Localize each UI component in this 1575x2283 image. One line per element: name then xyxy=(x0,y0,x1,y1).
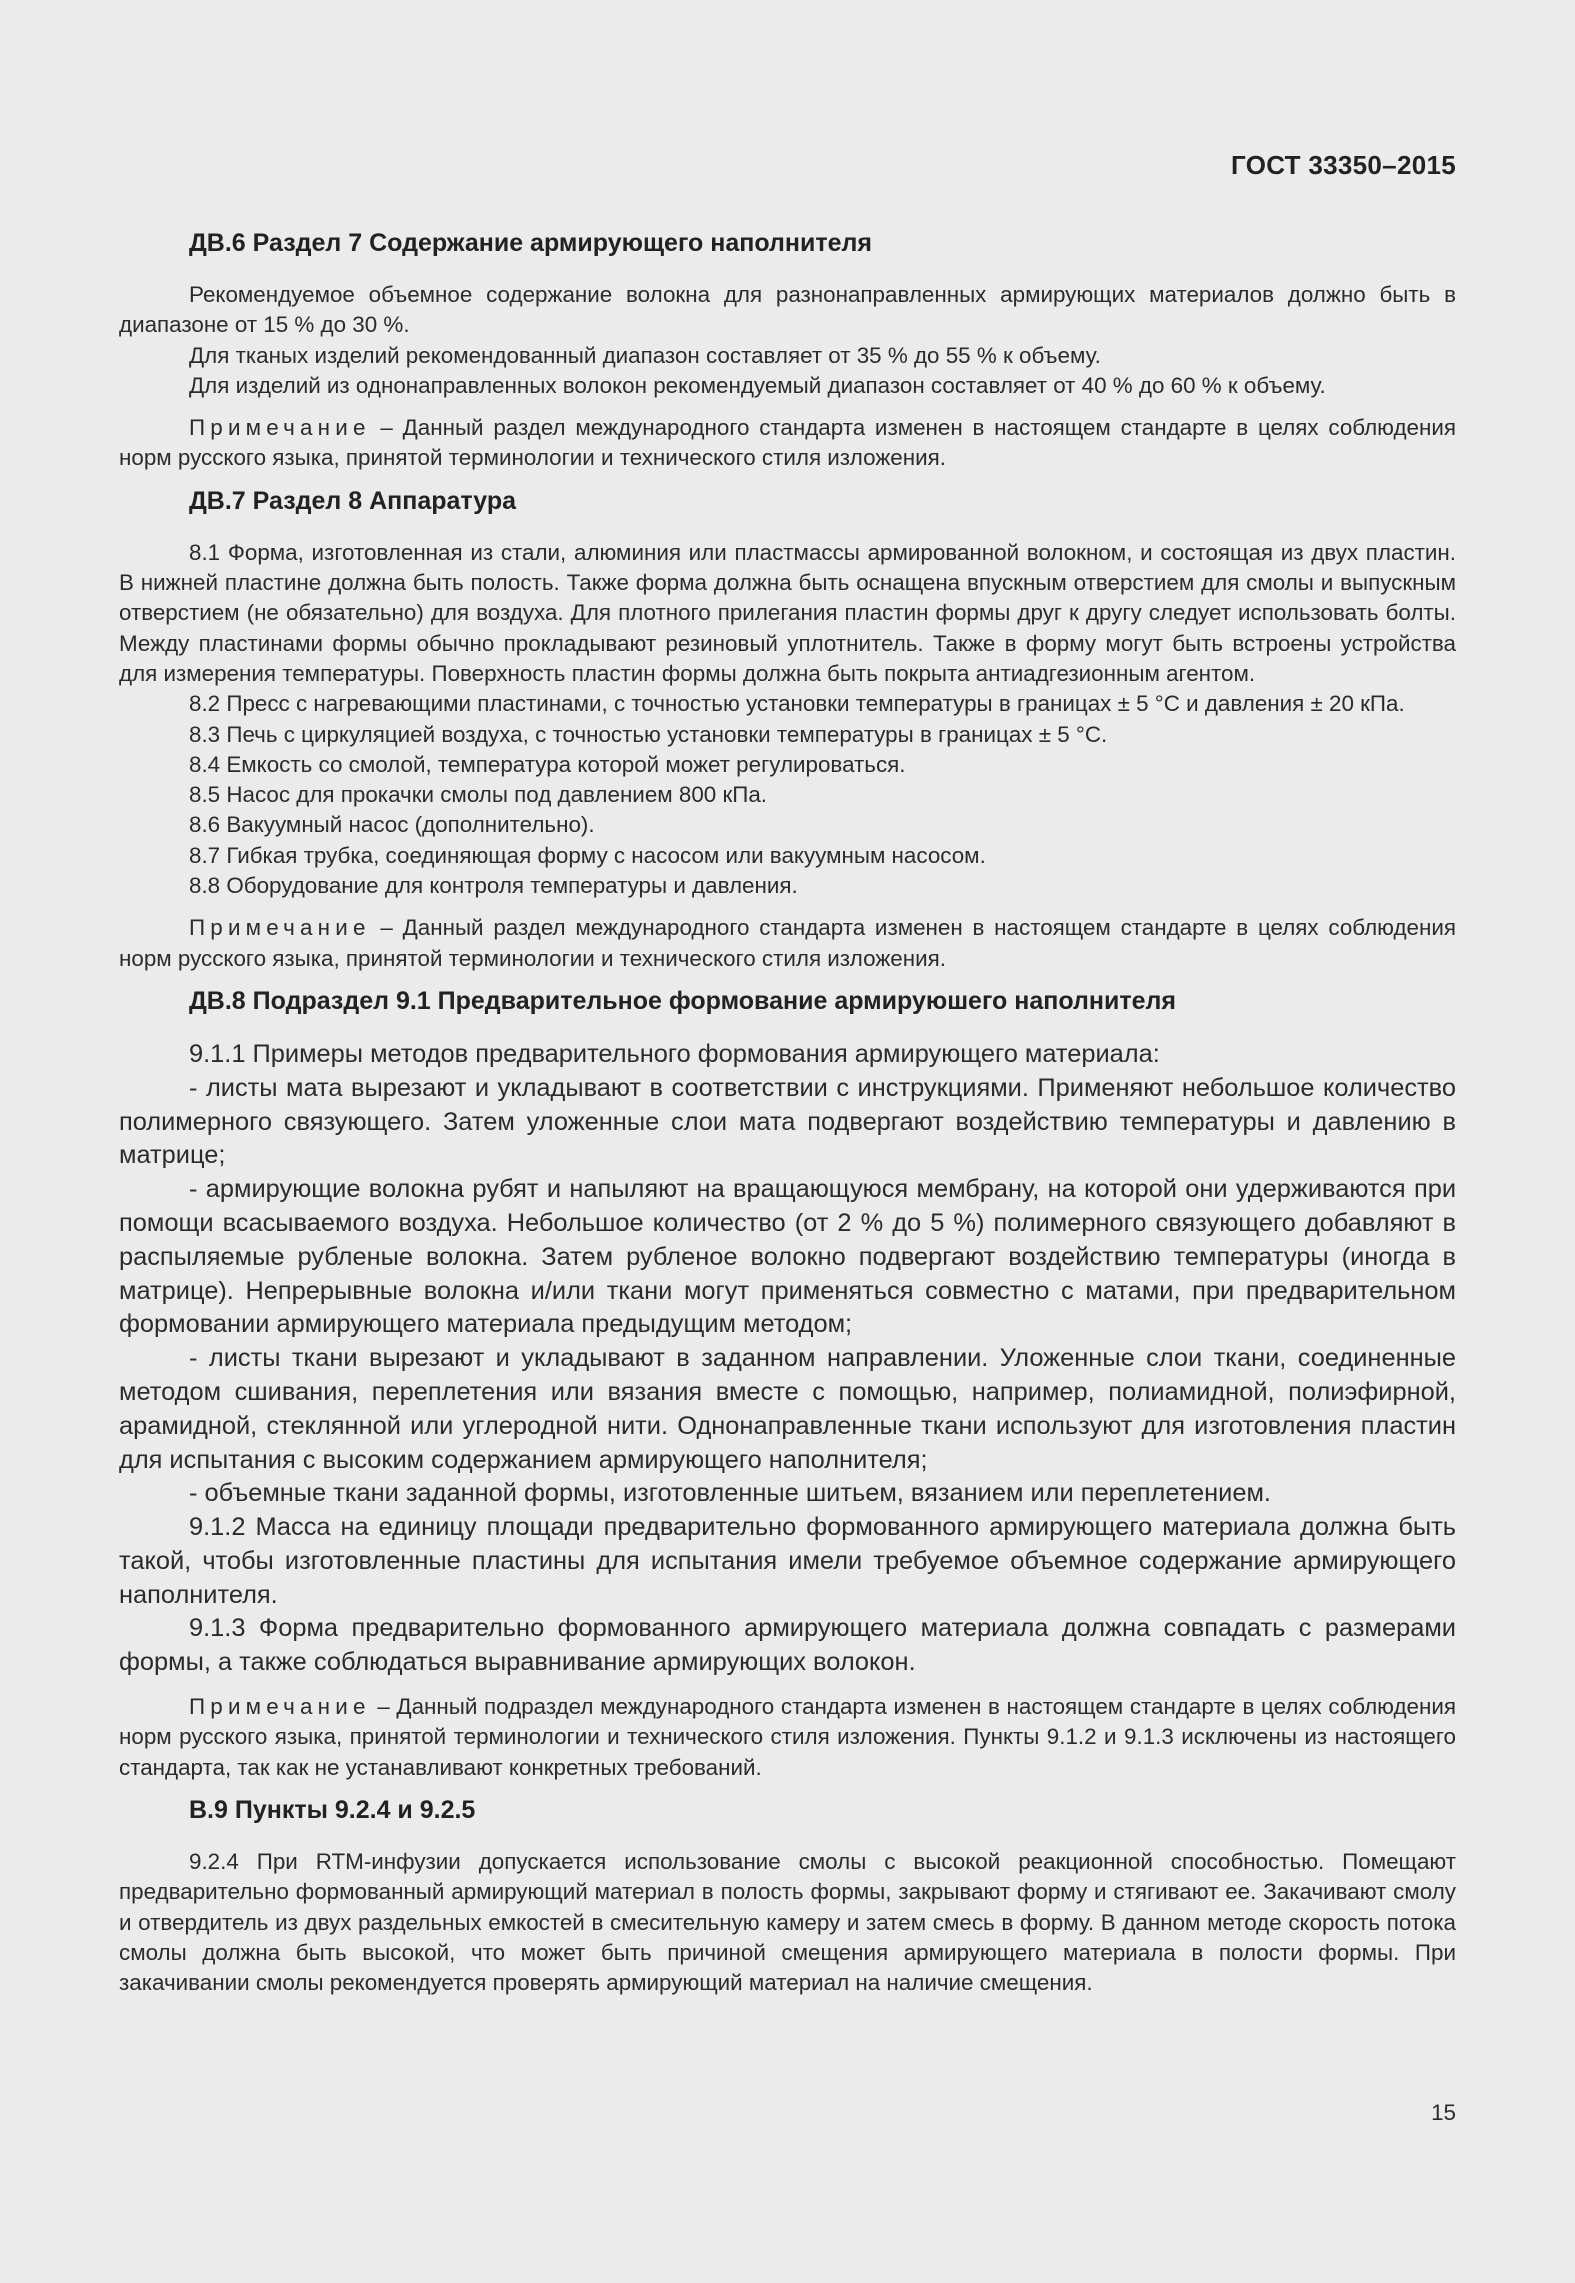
paragraph: 8.4 Емкость со смолой, температура которой может регулироваться. xyxy=(189,751,906,777)
note-text: – Данный раздел международного стандарта изменен в настоящем стандарте в целях соблюдения норм русского языка, принятой терминологии и технического стиля изложения. xyxy=(119,915,1456,971)
paragraph: 9.1.3 Форма предварительно формованного армирующего материала должна совпадать с размерами формы, а также соблюдаться выравнивание армирующих волокон. xyxy=(119,1614,1456,1677)
section-title: ДВ.8 Подраздел 9.1 Предварительное формование армируюшего наполнителя xyxy=(189,986,1176,1015)
paragraph: Рекомендуемое объемное содержание волокна для разнонаправленных армирующих материалов должно быть в диапазоне от 15 % до 30 %. xyxy=(119,282,1456,338)
section-dv6 xyxy=(119,228,1456,474)
paragraph: Для тканых изделий рекомендованный диапазон составляет от 35 % до 55 % к объему. xyxy=(189,342,1101,368)
section-dv8 xyxy=(119,986,1456,1783)
note-label: Примечание xyxy=(189,415,371,441)
note xyxy=(119,913,1456,974)
paragraph: 8.6 Вакуумный насос (дополнительно). xyxy=(189,812,595,838)
document-body xyxy=(119,228,1456,1998)
note-label: Примечание xyxy=(189,915,371,941)
note xyxy=(119,1692,1456,1783)
note-text: – Данный подраздел международного стандарта изменен в настоящем стандарте в целях соблюдения норм русского языка, принятой терминологии и технического стиля изложения. Пункты 9.1.2 и 9.1.3 исключены из настоящего стандарта, так как не устанавливают конкретных требований. xyxy=(119,1694,1456,1780)
note xyxy=(119,413,1456,474)
note-text: – Данный раздел международного стандарта изменен в настоящем стандарте в целях соблюдения норм русского языка, принятой терминологии и технического стиля изложения. xyxy=(119,415,1456,471)
document-code: ГОСТ 33350–2015 xyxy=(1231,150,1456,180)
paragraph: 8.5 Насос для прокачки смолы под давлением 800 кПа. xyxy=(189,782,768,808)
paragraph: - листы мата вырезают и укладывают в соответствии с инструкциями. Применяют небольшое количество полимерного связующего. Затем уложенные слои мата подвергают воздействию температуры и давлению в матрице; xyxy=(119,1073,1456,1170)
paragraph: 8.2 Пресс с нагревающими пластинами, с точностью установки температуры в границах ± 5 °С и давления ± 20 кПа. xyxy=(189,691,1405,717)
paragraph: - листы ткани вырезают и укладывают в заданном направлении. Уложенные слои ткани, соединенные методом сшивания, переплетения или вязания вместе с помощью, например, полиамидной, полиэфирной, арамидной, стеклянной или углеродной нити. Однонаправленные ткани используют для изготовления пластин для испытания с высоким содержанием армирующего наполнителя; xyxy=(119,1344,1456,1474)
section-v9 xyxy=(119,1795,1456,1998)
paragraph: Для изделий из однонаправленных волокон рекомендуемый диапазон составляет от 40 % до 60 % к объему. xyxy=(189,372,1326,398)
paragraph: - армирующие волокна рубят и напыляют на вращающуюся мембрану, на которой они удерживаются при помощи всасываемого воздуха. Небольшое количество (от 2 % до 5 %) полимерного связующего добавляют в распыляемые рубленые волокна. Затем рубленое волокно подвергают воздействию температуры (иногда в матрице). Непрерывные волокна и/или ткани могут применяться совместно с матами, при предварительном формовании армирующего материала предыдущим методом; xyxy=(119,1175,1456,1339)
section-title: В.9 Пункты 9.2.4 и 9.2.5 xyxy=(189,1795,476,1824)
paragraph: 9.2.4 При RTM-инфузии допускается использование смолы с высокой реакционной способностью. Помещают предварительно формованный армирующий материал в полость формы, закрывают форму и стягивают ее. Закачивают смолу и отвердитель из двух раздельных емкостей в смесительную камеру и затем смесь в форму. В данном методе скорость потока смолы должна быть высокой, что может быть причиной смещения армирующего материала в полости формы. При закачивании смолы рекомендуется проверять армирующий материал на наличие смещения. xyxy=(119,1848,1456,1996)
page-number: 15 xyxy=(1431,2100,1456,2125)
paragraph: 9.1.1 Примеры методов предварительного формования армирующего материала: xyxy=(189,1039,1160,1068)
paragraph: 9.1.2 Масса на единицу площади предварительно формованного армирующего материала должна быть такой, чтобы изготовленные пластины для испытания имели требуемое объемное содержание армирующего наполнителя. xyxy=(119,1513,1456,1609)
section-dv7 xyxy=(119,486,1456,974)
note-label: Примечание xyxy=(189,1694,371,1720)
paragraph: 8.8 Оборудование для контроля температуры и давления. xyxy=(189,873,798,899)
paragraph: 8.7 Гибкая трубка, соединяющая форму с насосом или вакуумным насосом. xyxy=(189,842,986,868)
section-title: ДВ.6 Раздел 7 Содержание армирующего наполнителя xyxy=(189,229,872,257)
paragraph: - объемные ткани заданной формы, изготовленные шитьем, вязанием или переплетением. xyxy=(189,1479,1271,1508)
section-title: ДВ.7 Раздел 8 Аппаратура xyxy=(189,486,517,515)
paragraph: 8.1 Форма, изготовленная из стали, алюминия или пластмассы армированной волокном, и состоящая из двух пластин. В нижней пластине должна быть полость. Также форма должна быть оснащена впускным отверстием для смолы и выпускным отверстием (не обязательно) для воздуха. Для плотного прилегания пластин формы друг к другу следует использовать болты. Между пластинами формы обычно прокладывают резиновый уплотнитель. Также в форму могут быть встроены устройства для измерения температуры. Поверхность пластин формы должна быть покрыта антиадгезионным агентом. xyxy=(119,539,1456,686)
paragraph: 8.3 Печь с циркуляцией воздуха, с точностью установки температуры в границах ± 5 °С. xyxy=(189,721,1108,747)
